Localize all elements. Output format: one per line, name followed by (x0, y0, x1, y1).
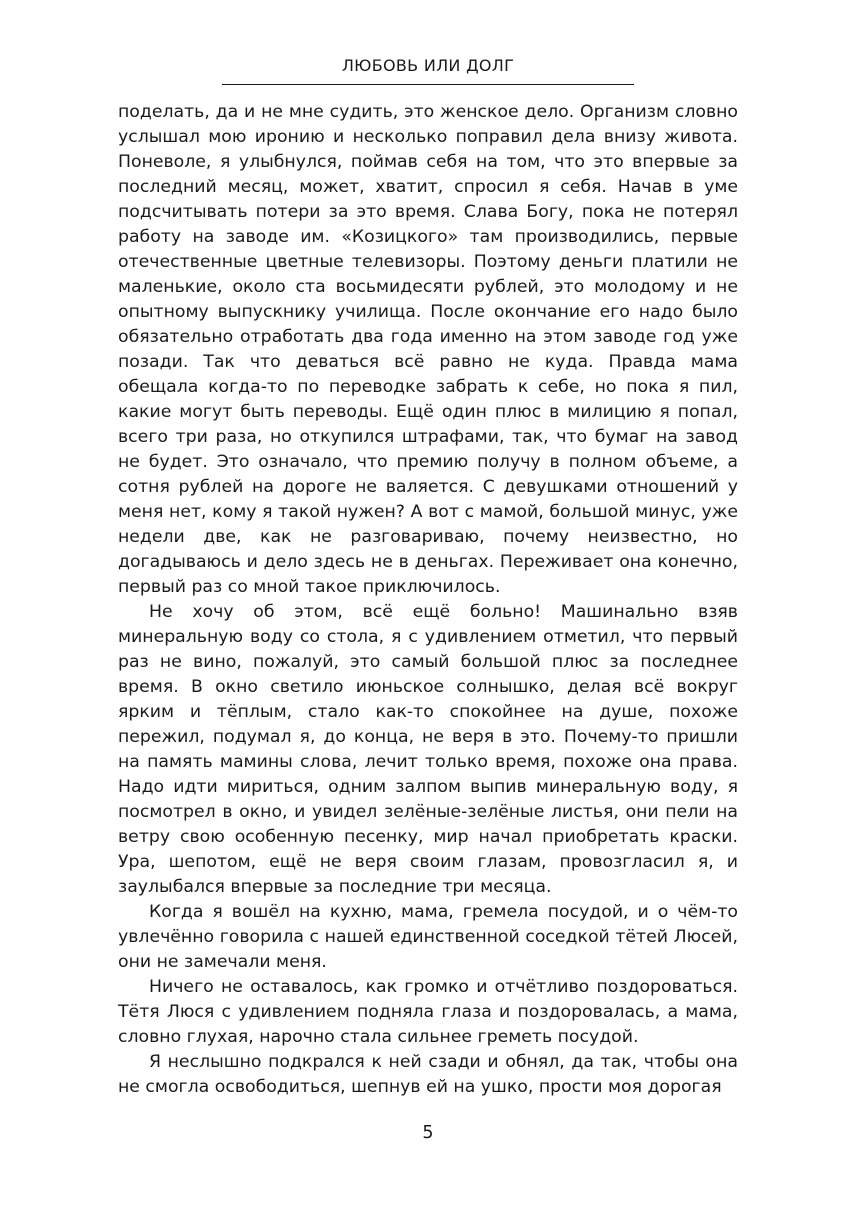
paragraph-1: поделать, да и не мне судить, это женское дело. Организм словно услышал мою иронию и несколько поправил дела внизу живота. Поневоле, я улыбнулся, поймав себя на том, что это впервые за последний месяц, может, хватит, спросил я себя. Начав в уме подсчитывать потери за это время. Слава Богу, пока не потерял работу на заводе им. «Козицкого» там производились, первые отечественные цветные телевизоры. Поэтому деньги платили не маленькие, около ста восьмидесяти рублей, это молодому и не опытному выпускнику училища. После окончание его надо было обязательно отработать два года именно на этом заводе год уже позади. Так что деваться всё равно не куда. Правда мама обещала когда-то по переводке забрать к себе, но пока я пил, какие могут быть переводы. Ещё один плюс в милицию я попал, всего три раза, но откупился штрафами, так, что бумаг на завод не будет. Это означало, что премию получу в полном объеме, а сотня рублей на дороге не валяется. С девушками отношений у меня нет, кому я такой нужен? А вот с мамой, большой минус, уже недели две, как не разговариваю, почему неизвестно, но догадываюсь и дело здесь не в деньгах. Переживает она конечно, первый раз со мной такое приключилось. (118, 102, 738, 597)
running-header-title: ЛЮБОВЬ ИЛИ ДОЛГ (341, 56, 515, 75)
header-rule (222, 84, 634, 85)
paragraph-4: Ничего не оставалось, как громко и отчётливо поздороваться. Тётя Люся с удивлением подняла глаза и поздоровалась, а мама, словно глухая, нарочно стала сильнее греметь посудой. (118, 977, 738, 1047)
page-body-text (118, 100, 738, 1100)
paragraph-5: Я неслышно подкрался к ней сзади и обнял, да так, чтобы она не смогла освободиться, шепнув ей на ушко, прости моя дорогая (118, 1052, 738, 1097)
paragraph-2: Не хочу об этом, всё ещё больно! Машинально взяв минеральную воду со стола, я с удивлением отметил, что первый раз не вино, пожалуй, это самый большой плюс за последнее время. В окно светило июньское солнышко, делая всё вокруг ярким и тёплым, стало как-то спокойнее на душе, похоже пережил, подумал я, до конца, не веря в это. Почему-то пришли на память мамины слова, лечит только время, похоже она права. Надо идти мириться, одним залпом выпив минеральную воду, я посмотрел в окно, и увидел зелёные-зелёные листья, они пели на ветру свою особенную песенку, мир начал приобретать краски. Ура, шепотом, ещё не веря своим глазам, провозгласил я, и заулыбался впервые за последние три месяца. (118, 602, 738, 897)
paragraph-3: Когда я вошёл на кухню, мама, гремела посудой, и о чём-то увлечённо говорила с нашей единственной соседкой тётей Люсей, они не замечали меня. (118, 902, 738, 972)
page-number: 5 (422, 1123, 434, 1143)
